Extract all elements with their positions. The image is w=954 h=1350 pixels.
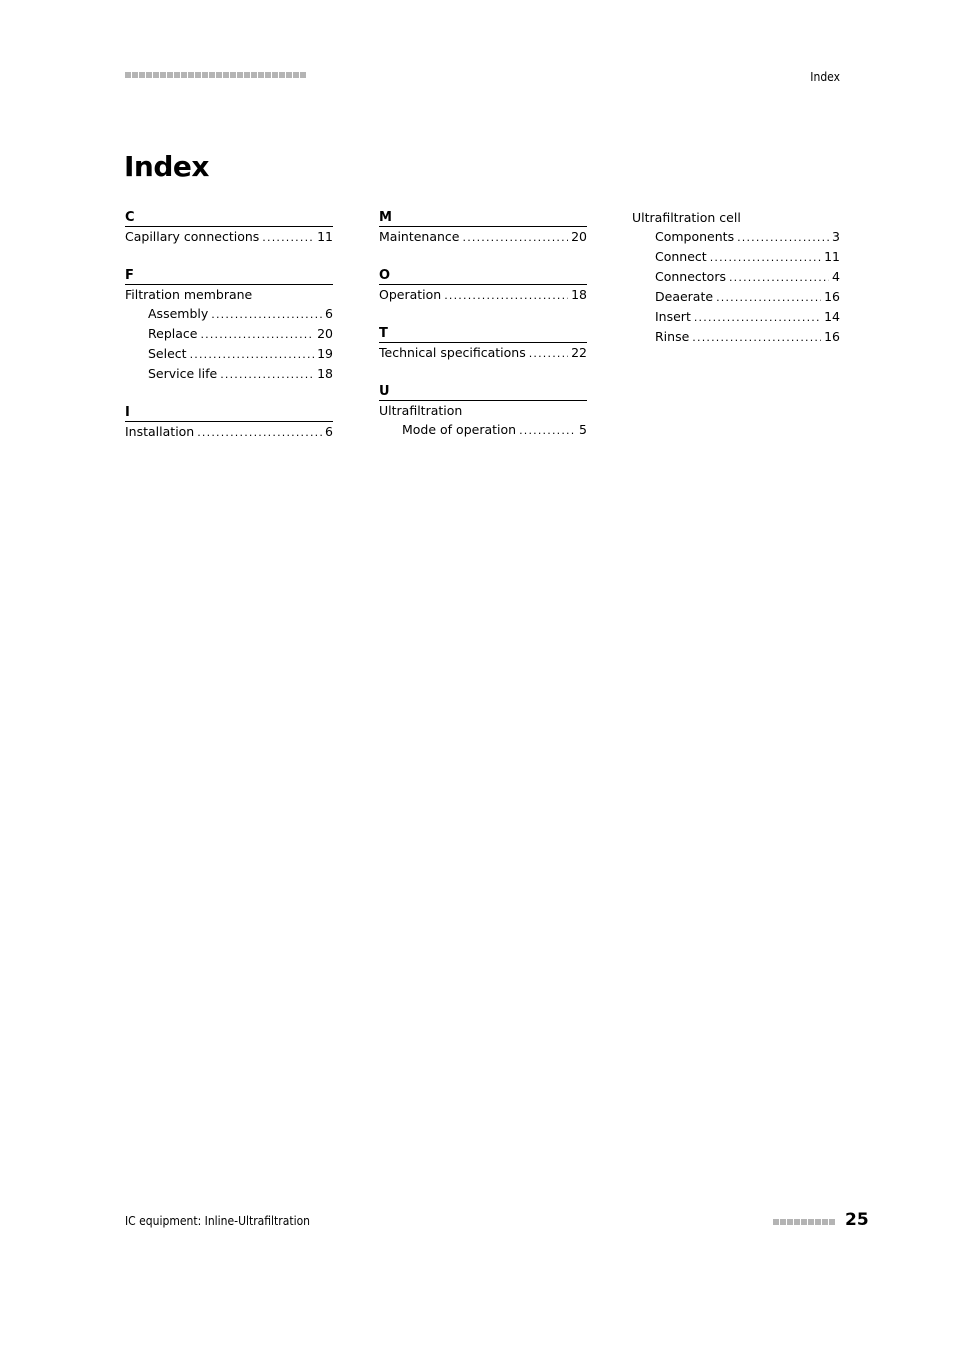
index-letter: F [125, 266, 333, 285]
index-letter: O [379, 266, 587, 285]
index-term: Rinse [655, 329, 690, 344]
header-decoration [125, 72, 306, 78]
index-letter: U [379, 382, 587, 401]
index-term: Installation [125, 424, 195, 439]
index-term: Technical specifications [379, 345, 526, 360]
leader-dots [200, 324, 314, 344]
index-subentry[interactable] [125, 324, 333, 344]
index-entry[interactable] [379, 285, 587, 305]
index-letter: M [379, 208, 587, 227]
index-main-term: Filtration membrane [125, 287, 253, 302]
index-entry[interactable] [125, 227, 333, 247]
index-page-number: 5 [579, 422, 587, 437]
index-group-i [125, 403, 333, 442]
page-number: 25 [845, 1210, 869, 1230]
leader-dots [220, 364, 314, 384]
index-term: Capillary connections [125, 229, 260, 244]
index-letter: T [379, 324, 587, 343]
index-subentry[interactable] [632, 227, 840, 247]
index-term: Operation [379, 287, 442, 302]
index-subentry[interactable] [632, 307, 840, 327]
index-term: Mode of operation [402, 422, 517, 437]
index-page-number: 11 [824, 249, 840, 264]
index-subentry[interactable] [125, 364, 333, 384]
index-group-m [379, 208, 587, 247]
index-term: Deaerate [655, 289, 714, 304]
index-page-number: 6 [325, 306, 333, 321]
index-page-number: 16 [824, 289, 840, 304]
index-term: Replace [148, 326, 198, 341]
index-term: Select [148, 346, 187, 361]
leader-dots [716, 287, 821, 307]
index-group-o [379, 266, 587, 305]
index-column-1 [125, 208, 333, 461]
index-group-f [125, 266, 333, 384]
leader-dots [190, 344, 315, 364]
index-page-number: 19 [317, 346, 333, 361]
index-column-3 [632, 208, 840, 366]
footer-decoration [773, 1219, 835, 1225]
index-column-2 [379, 208, 587, 459]
index-page-number: 20 [571, 229, 587, 244]
index-term: Connect [655, 249, 707, 264]
leader-dots [729, 267, 829, 287]
leader-dots [692, 327, 821, 347]
index-main-term: Ultrafiltration [379, 403, 463, 418]
leader-dots [694, 307, 821, 327]
index-entry[interactable] [125, 422, 333, 442]
leader-dots [444, 285, 568, 305]
index-subentry[interactable] [125, 344, 333, 364]
page-title: Index [124, 150, 209, 183]
index-page-number: 4 [832, 269, 840, 284]
running-header-title: Index [810, 70, 840, 84]
index-subentry[interactable] [379, 420, 587, 440]
leader-dots [463, 227, 569, 247]
index-subentry[interactable] [632, 267, 840, 287]
index-entry[interactable] [379, 227, 587, 247]
leader-dots [262, 227, 314, 247]
index-page-number: 3 [832, 229, 840, 244]
index-entry[interactable] [379, 343, 587, 363]
index-page-number: 6 [325, 424, 333, 439]
index-group-t [379, 324, 587, 363]
leader-dots [710, 247, 821, 267]
index-page-number: 16 [824, 329, 840, 344]
index-subentry[interactable] [125, 304, 333, 324]
footer-document-title: IC equipment: Inline-Ultrafiltration [125, 1214, 311, 1228]
leader-dots [529, 343, 568, 363]
index-term: Components [655, 229, 735, 244]
leader-dots [737, 227, 829, 247]
index-term: Maintenance [379, 229, 460, 244]
leader-dots [519, 420, 576, 440]
index-term: Assembly [148, 306, 209, 321]
index-term: Service life [148, 366, 218, 381]
index-letter: I [125, 403, 333, 422]
index-subentry[interactable] [632, 247, 840, 267]
index-subentry[interactable] [632, 327, 840, 347]
index-group-ultrafiltration-cell [632, 208, 840, 347]
index-group-c [125, 208, 333, 247]
index-page-number: 18 [571, 287, 587, 302]
index-term: Connectors [655, 269, 726, 284]
index-letter: C [125, 208, 333, 227]
index-page-number: 14 [824, 309, 840, 324]
index-subentry[interactable] [632, 287, 840, 307]
index-page-number: 20 [317, 326, 333, 341]
index-main-term: Ultrafiltration cell [632, 210, 741, 225]
leader-dots [197, 422, 322, 442]
leader-dots [211, 304, 322, 324]
index-term: Insert [655, 309, 691, 324]
index-group-u [379, 382, 587, 440]
index-page-number: 18 [317, 366, 333, 381]
index-page-number: 22 [571, 345, 587, 360]
index-page-number: 11 [317, 229, 333, 244]
